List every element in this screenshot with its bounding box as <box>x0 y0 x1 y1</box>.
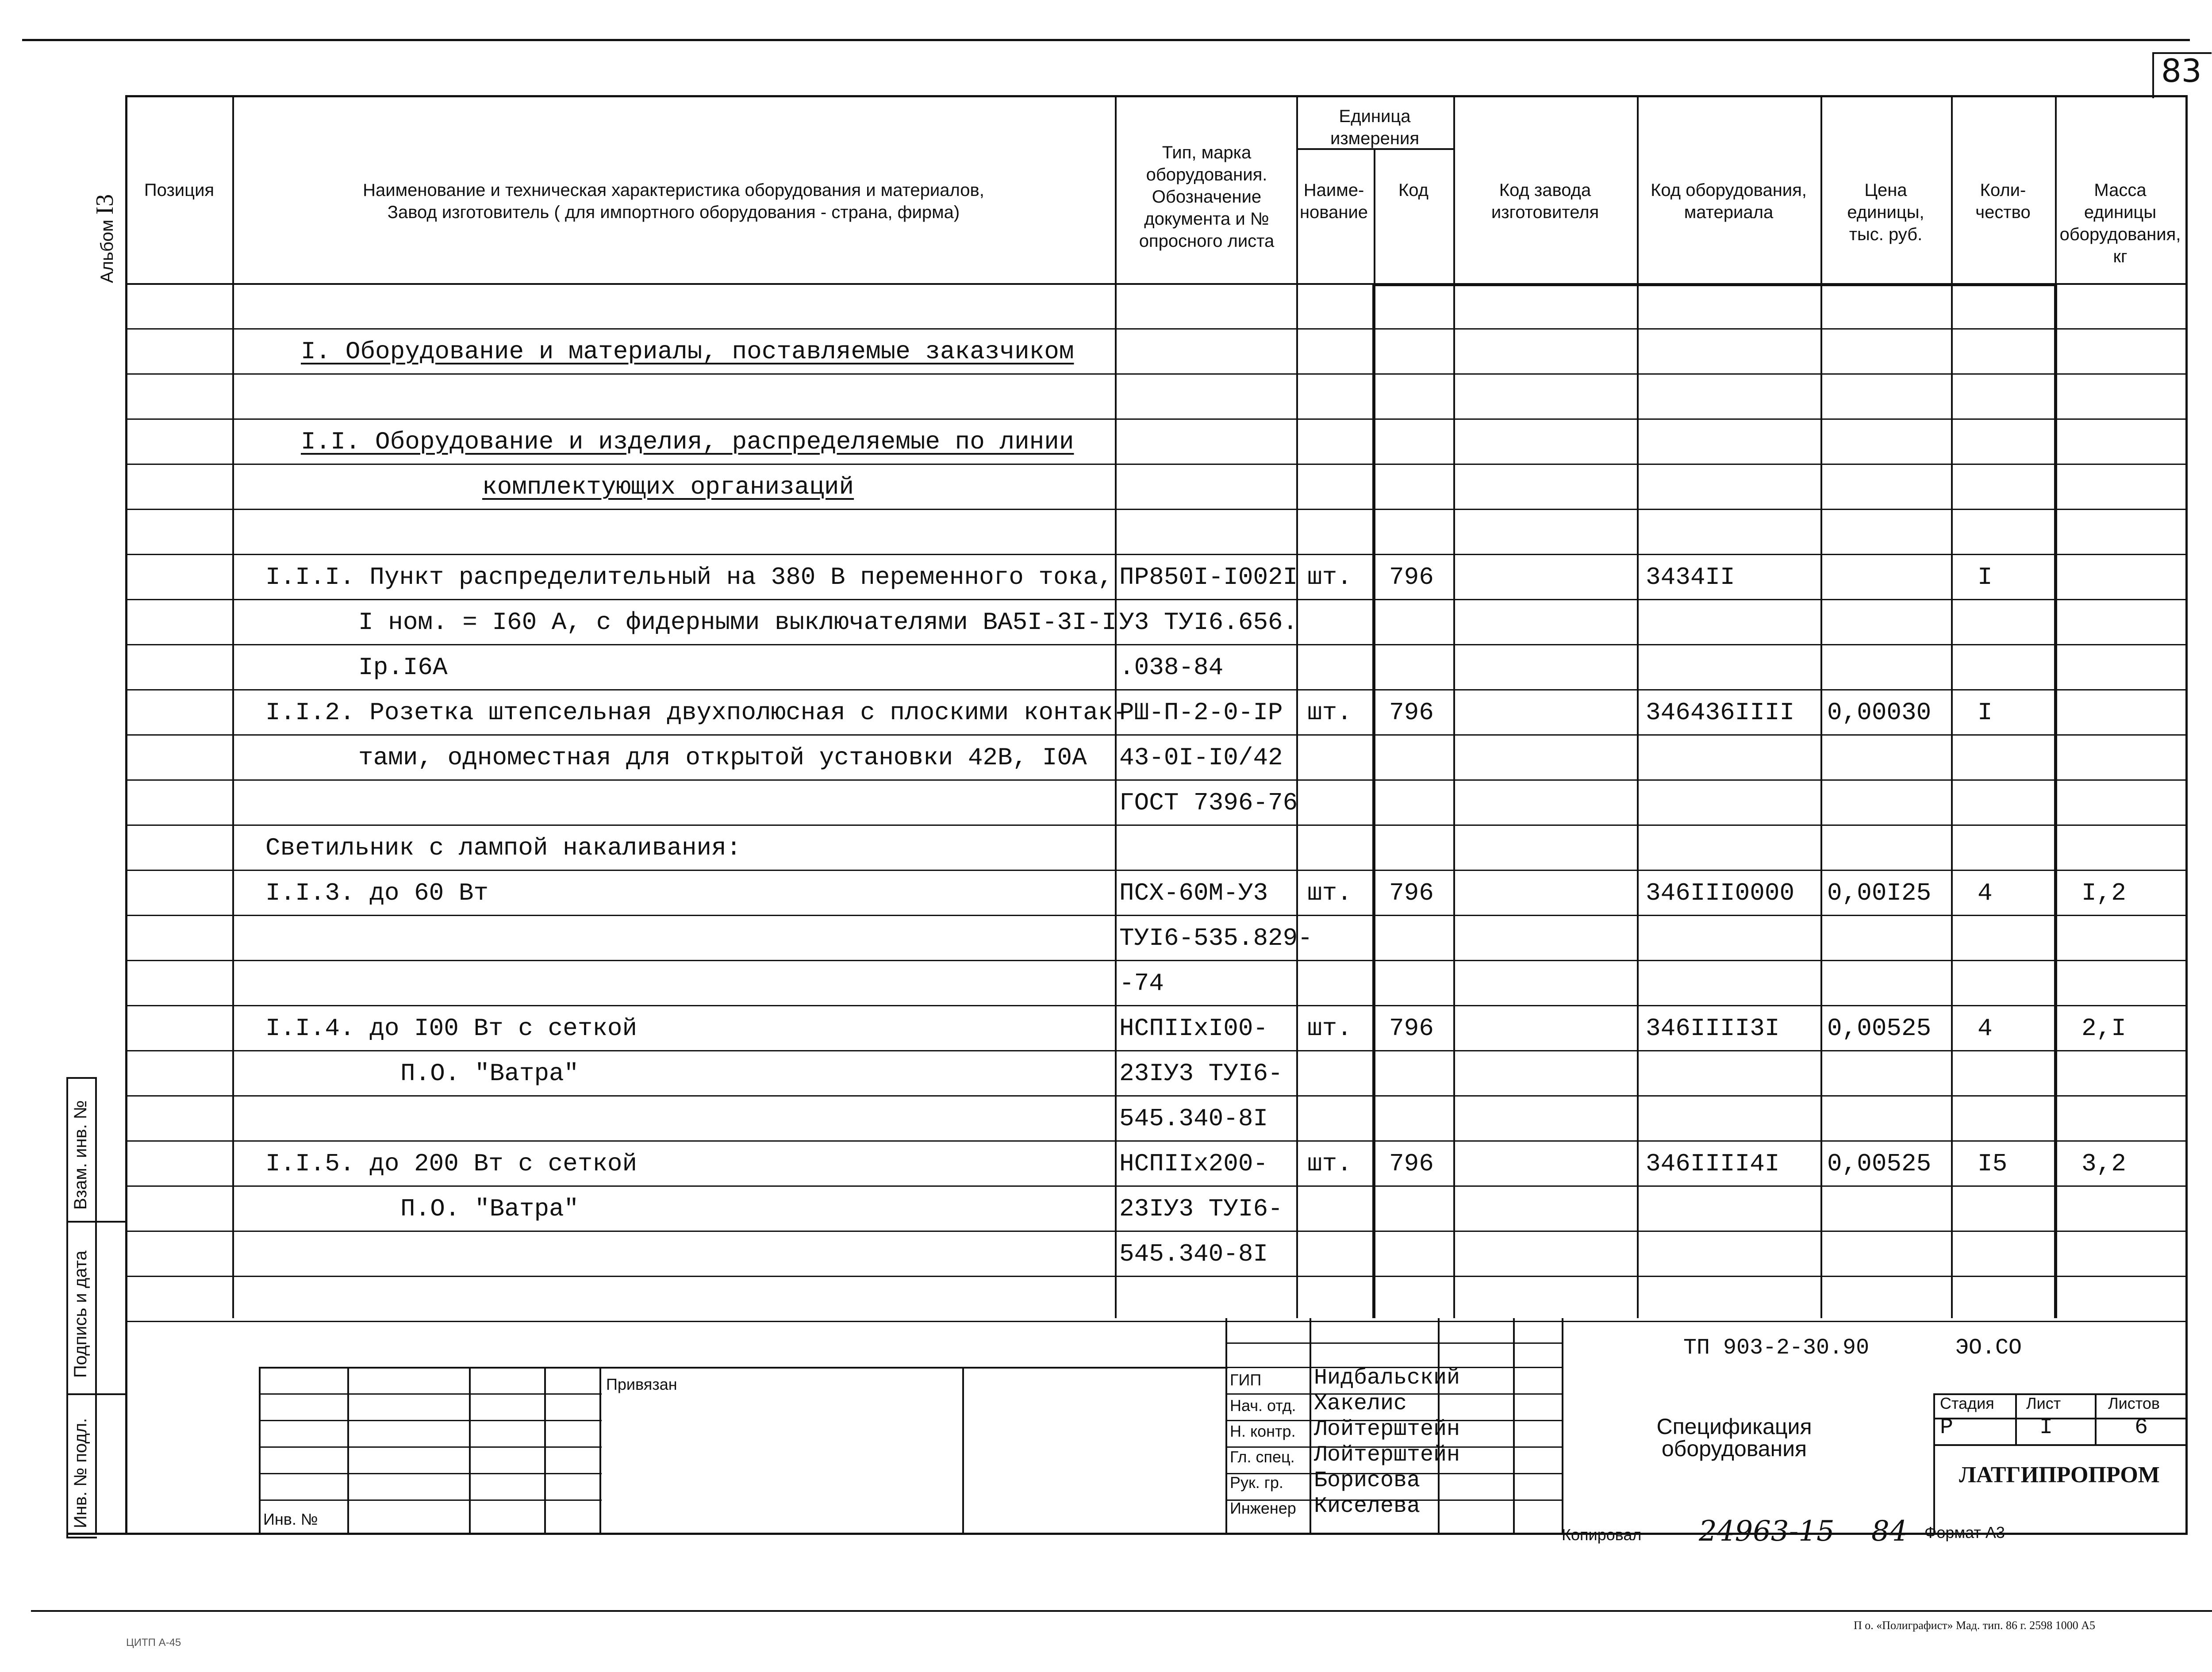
role-label: Рук. гр. <box>1230 1473 1283 1492</box>
tb-line <box>259 1420 602 1421</box>
sheets-value: 6 <box>2135 1415 2148 1440</box>
column-line <box>1951 95 1953 1318</box>
cell-qty: I <box>1978 563 1993 591</box>
cell-qty: I <box>1978 698 1993 727</box>
heavy-line <box>1372 283 2057 286</box>
cell-price: 0,00525 <box>1827 1014 1932 1043</box>
header-price: Цена единицы, тыс. руб. <box>1847 180 1924 244</box>
tb-line <box>1225 1342 1562 1344</box>
cell-mass: I,2 <box>2081 879 2126 907</box>
cell-type: ПСХ-60М-У3 <box>1119 879 1268 907</box>
album-label: Альбом I3 <box>91 194 119 283</box>
role-label: Инженер <box>1230 1499 1296 1517</box>
cell-name: I. Оборудование и материалы, поставляемые заказчиком <box>301 337 1074 366</box>
inv-no-label: Инв. № <box>263 1510 318 1528</box>
row-line <box>125 779 2185 781</box>
frame-right-line <box>2185 95 2188 1535</box>
cell-type: РШ-П-2-0-IР <box>1119 698 1283 727</box>
side-vzam-label: Взам. инв. № <box>71 1100 90 1210</box>
role-label: Н. контр. <box>1230 1422 1296 1440</box>
sheet-number: 83 <box>2161 52 2202 89</box>
cell-qty: I5 <box>1978 1150 2008 1178</box>
sheets-label: Листов <box>2108 1394 2160 1412</box>
cell-name: комплектующих организаций <box>482 473 854 501</box>
cell-price: 0,00525 <box>1827 1150 1932 1178</box>
row-line <box>125 464 2185 465</box>
row-line <box>125 960 2185 961</box>
cell-name: I.I.3. до 60 Вт <box>265 879 489 907</box>
cell-unit: шт. <box>1307 1150 1352 1178</box>
cell-name: I.I.2. Розетка штепсельная двухполюсная с плоскими контак- <box>265 698 1128 727</box>
row-line <box>125 870 2185 871</box>
signer-name: Хакелис <box>1314 1391 1407 1416</box>
cell-name: I.I.I. Пункт распределительный на 380 В переменного тока, <box>265 563 1113 591</box>
side-inv-label: Инв. № подл. <box>71 1418 90 1528</box>
header-unit-group: Единица измерения <box>1330 107 1419 148</box>
cell-name: Iр.I6А <box>358 653 448 682</box>
signer-name: Лойтерштейн <box>1314 1442 1460 1468</box>
row-line <box>125 1005 2185 1006</box>
cell-type: У3 ТУI6.656. <box>1119 608 1298 637</box>
cell-code: 796 <box>1389 879 1434 907</box>
cell-type: НСПIIx200- <box>1119 1150 1268 1178</box>
tb-line <box>1933 1444 2185 1446</box>
org-name: ЛАТГИПРОПРОМ <box>1959 1462 2160 1488</box>
cell-type: НСПIIxI00- <box>1119 1014 1268 1043</box>
cell-type: ТУI6-535.829- <box>1119 924 1313 952</box>
row-line <box>125 418 2185 420</box>
column-line <box>232 95 234 1318</box>
row-line <box>125 644 2185 645</box>
copied-page: 84 <box>1871 1515 1908 1548</box>
row-line <box>125 554 2185 555</box>
row-line <box>125 1140 2185 1142</box>
header-plant-code: Код завода изготовителя <box>1491 180 1599 222</box>
cell-equip: 346III0000 <box>1646 879 1795 907</box>
header-equip-code: Код оборудования, материала <box>1651 180 1807 222</box>
sheet-value: I <box>2039 1415 2053 1440</box>
cell-name: I.I.4. до I00 Вт с сеткой <box>265 1014 637 1043</box>
row-line <box>125 1185 2185 1187</box>
row-line <box>125 1321 2185 1322</box>
tb-line <box>962 1367 964 1533</box>
stage-label: Стадия <box>1940 1394 1994 1412</box>
row-line <box>125 328 2185 330</box>
cell-name: I.I. Оборудование и изделия, распределяемые по линии <box>301 428 1074 456</box>
cell-equip: 3434II <box>1646 563 1735 591</box>
side-stamp-sep-2 <box>66 1393 126 1395</box>
copied-number: 24963-15 <box>1699 1515 1835 1548</box>
row-line <box>125 1050 2185 1051</box>
row-line <box>125 1095 2185 1097</box>
column-line <box>1453 95 1455 1318</box>
side-stamp-sep-1 <box>66 1221 126 1223</box>
cell-code: 796 <box>1389 698 1434 727</box>
header-unit-code: Код <box>1398 180 1429 200</box>
left-footer-mark: ЦИТП А-45 <box>126 1637 181 1649</box>
cell-equip: 346IIII4I <box>1646 1150 1780 1178</box>
column-line <box>1637 95 1639 1318</box>
tb-line <box>469 1367 471 1533</box>
column-line <box>1296 95 1298 1318</box>
cell-code: 796 <box>1389 1150 1434 1178</box>
tb-line <box>259 1499 602 1501</box>
tb-line <box>259 1367 1228 1369</box>
row-line <box>125 1276 2185 1277</box>
header-mass: Масса единицы оборудования, кг <box>2059 180 2181 266</box>
cell-type: 23IУ3 ТУI6- <box>1119 1059 1283 1088</box>
heavy-line <box>1372 283 1375 1318</box>
cell-name: тами, одноместная для открытой установки 42В, I0А <box>358 744 1087 772</box>
tb-line <box>259 1446 602 1448</box>
header-unit-name: Наиме- нование <box>1299 180 1368 222</box>
heavy-line <box>2054 283 2057 1318</box>
cell-name: Светильник с лампой накаливания: <box>265 834 741 862</box>
sheet-label: Лист <box>2026 1394 2061 1412</box>
role-label: Гл. спец. <box>1230 1448 1295 1466</box>
doc-code: ТП 903-2-30.90 <box>1683 1335 1870 1361</box>
cell-code: 796 <box>1389 1014 1434 1043</box>
signer-name: Киселева <box>1314 1494 1421 1519</box>
cell-name: I ном. = I60 А, с фидерными выключателями ВА5I-3I-I <box>358 608 1117 637</box>
frame-top-line <box>125 95 2188 97</box>
printer-imprint: П о. «Полиграфист» Мад. тип. 86 г. 2598 1000 А5 <box>1854 1619 2096 1632</box>
cell-type: 545.340-8I <box>1119 1104 1268 1133</box>
row-line <box>125 689 2185 690</box>
cell-type: 23IУ3 ТУI6- <box>1119 1195 1283 1223</box>
row-line <box>125 599 2185 600</box>
tb-line <box>544 1367 546 1533</box>
tb-line <box>599 1367 601 1533</box>
header-qty: Коли- чество <box>1975 180 2031 222</box>
cell-unit: шт. <box>1307 698 1352 727</box>
header-type: Тип, марка оборудования. Обозначение документа и № опросного листа <box>1139 143 1275 251</box>
doc-title: Спецификация оборудования <box>1656 1414 1812 1461</box>
tb-line <box>347 1367 349 1533</box>
cell-type: ПР850I-I002I <box>1119 563 1298 591</box>
role-label: ГИП <box>1230 1371 1262 1389</box>
frame-bottom-line <box>66 1533 2188 1535</box>
row-line <box>125 1231 2185 1232</box>
signer-name: Лойтерштейн <box>1314 1417 1460 1442</box>
cell-name: I.I.5. до 200 Вт с сеткой <box>265 1150 637 1178</box>
format-label: Формат А3 <box>1924 1523 2005 1542</box>
tb-line <box>1562 1318 1563 1533</box>
cell-price: 0,00030 <box>1827 698 1932 727</box>
cell-unit: шт. <box>1307 1014 1352 1043</box>
cell-type: 43-0I-I0/42 <box>1119 744 1283 772</box>
doc-suffix: ЭО.СО <box>1955 1335 2022 1361</box>
cell-name: П.О. "Ватра" <box>400 1059 579 1088</box>
cell-code: 796 <box>1389 563 1434 591</box>
header-name: Наименование и техническая характеристика оборудования и материалов, Завод изготовитель ( для импортного оборудования - страна, фирма) <box>363 180 984 222</box>
privyazan-label: Привязан <box>606 1375 677 1393</box>
copied-label: Копировал <box>1562 1526 1642 1544</box>
cell-price: 0,00I25 <box>1827 879 1932 907</box>
outer-top-line <box>22 39 2190 41</box>
cell-type: .038-84 <box>1119 653 1224 682</box>
role-label: Нач. отд. <box>1230 1396 1296 1415</box>
cell-unit: шт. <box>1307 563 1352 591</box>
column-line <box>1820 95 1822 1318</box>
signer-name: Нидбальский <box>1314 1365 1460 1391</box>
row-line <box>125 824 2185 826</box>
row-line <box>125 734 2185 736</box>
signer-name: Борисова <box>1314 1468 1421 1493</box>
cell-name: П.О. "Ватра" <box>400 1195 579 1223</box>
cell-mass: 3,2 <box>2081 1150 2126 1178</box>
tb-line <box>259 1393 602 1395</box>
side-podpis-label: Подпись и дата <box>71 1250 90 1378</box>
outer-bottom-line <box>31 1610 2212 1612</box>
frame-left-line <box>125 95 127 1535</box>
tb-line <box>259 1473 602 1474</box>
cell-type: ГОСТ 7396-76 <box>1119 789 1298 817</box>
cell-qty: 4 <box>1978 1014 1993 1043</box>
cell-type: 545.340-8I <box>1119 1240 1268 1268</box>
tb-line <box>2095 1393 2097 1444</box>
cell-equip: 346IIII3I <box>1646 1014 1780 1043</box>
cell-mass: 2,I <box>2081 1014 2126 1043</box>
cell-qty: 4 <box>1978 879 1993 907</box>
tb-line <box>2015 1393 2017 1444</box>
row-line <box>125 373 2185 375</box>
header-position: Позиция <box>144 180 215 200</box>
cell-unit: шт. <box>1307 879 1352 907</box>
row-line <box>125 509 2185 510</box>
row-line <box>125 915 2185 916</box>
cell-equip: 346436IIII <box>1646 698 1795 727</box>
tb-line <box>259 1367 261 1533</box>
stage-value: Р <box>1940 1415 1954 1440</box>
side-stamp-inner-line <box>95 1077 97 1535</box>
tb-line <box>1933 1393 1935 1533</box>
cell-type: -74 <box>1119 969 1164 997</box>
